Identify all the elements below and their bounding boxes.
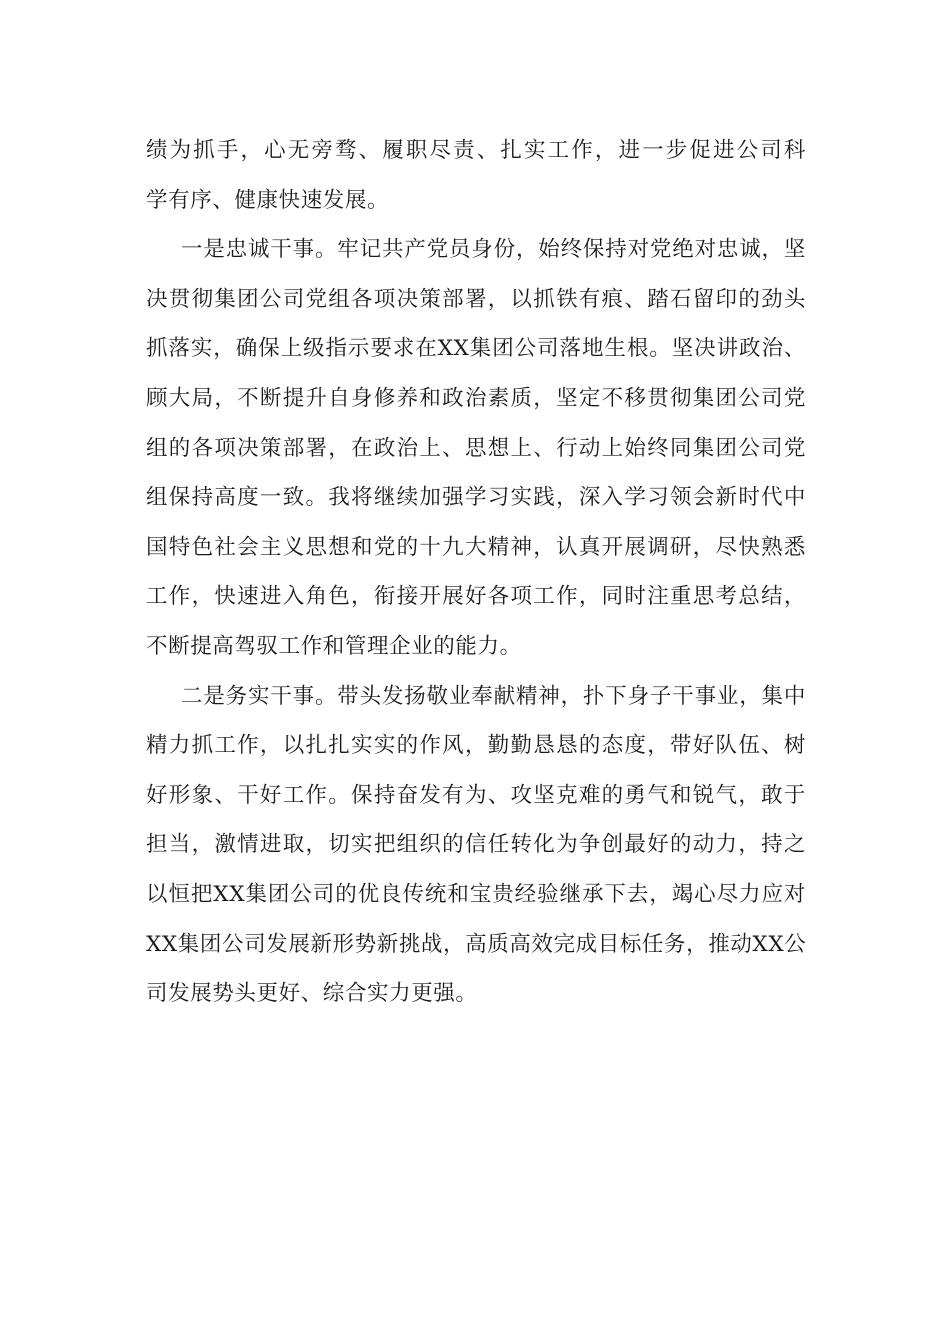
text-line: 学有序、健康快速发展。 xyxy=(146,187,390,213)
text-line: 担当，激情进取，切实把组织的信任转化为争创最好的动力，持之 xyxy=(146,832,806,858)
paragraph-loyalty xyxy=(146,225,806,671)
text-line: 二是务实干事。带头发扬敬业奉献精神，扑下身子干事业，集中 xyxy=(181,683,806,709)
text-line: 司发展势头更好、综合实力更强。 xyxy=(146,981,478,1007)
text-line: 好形象、干好工作。保持奋发有为、攻坚克难的勇气和锐气，敢于 xyxy=(146,782,806,808)
text-line: XX集团公司发展新形势新挑战，高质高效完成目标任务，推动XX公 xyxy=(146,931,807,957)
text-line: 组保持高度一致。我将继续加强学习实践，深入学习领会新时代中 xyxy=(146,485,806,511)
text-line: 工作，快速进入角色，衔接开展好各项工作，同时注重思考总结， xyxy=(146,584,806,610)
text-line: 组的各项决策部署，在政治上、思想上、行动上始终同集团公司党 xyxy=(146,435,806,461)
paragraph-intro xyxy=(146,126,806,225)
text-line: 国特色社会主义思想和党的十九大精神，认真开展调研，尽快熟悉 xyxy=(146,534,806,560)
text-line: 抓落实，确保上级指示要求在XX集团公司落地生根。坚决讲政治、 xyxy=(146,336,806,362)
text-line: 决贯彻集团公司党组各项决策部署，以抓铁有痕、踏石留印的劲头 xyxy=(146,286,806,312)
document-body xyxy=(146,126,806,1019)
text-line: 一是忠诚干事。牢记共产党员身份，始终保持对党绝对忠诚，坚 xyxy=(181,237,806,263)
paragraph-pragmatic xyxy=(146,672,806,1019)
text-line: 以恒把XX集团公司的优良传统和宝贵经验继承下去，竭心尽力应对 xyxy=(146,881,806,907)
text-line: 绩为抓手，心无旁骛、履职尽责、扎实工作，进一步促进公司科 xyxy=(146,138,806,163)
text-line: 不断提高驾驭工作和管理企业的能力。 xyxy=(146,633,522,659)
text-line: 精力抓工作，以扎扎实实的作风，勤勤恳恳的态度，带好队伍、树 xyxy=(146,733,806,759)
text-line: 顾大局，不断提升自身修养和政治素质，坚定不移贯彻集团公司党 xyxy=(146,385,806,411)
